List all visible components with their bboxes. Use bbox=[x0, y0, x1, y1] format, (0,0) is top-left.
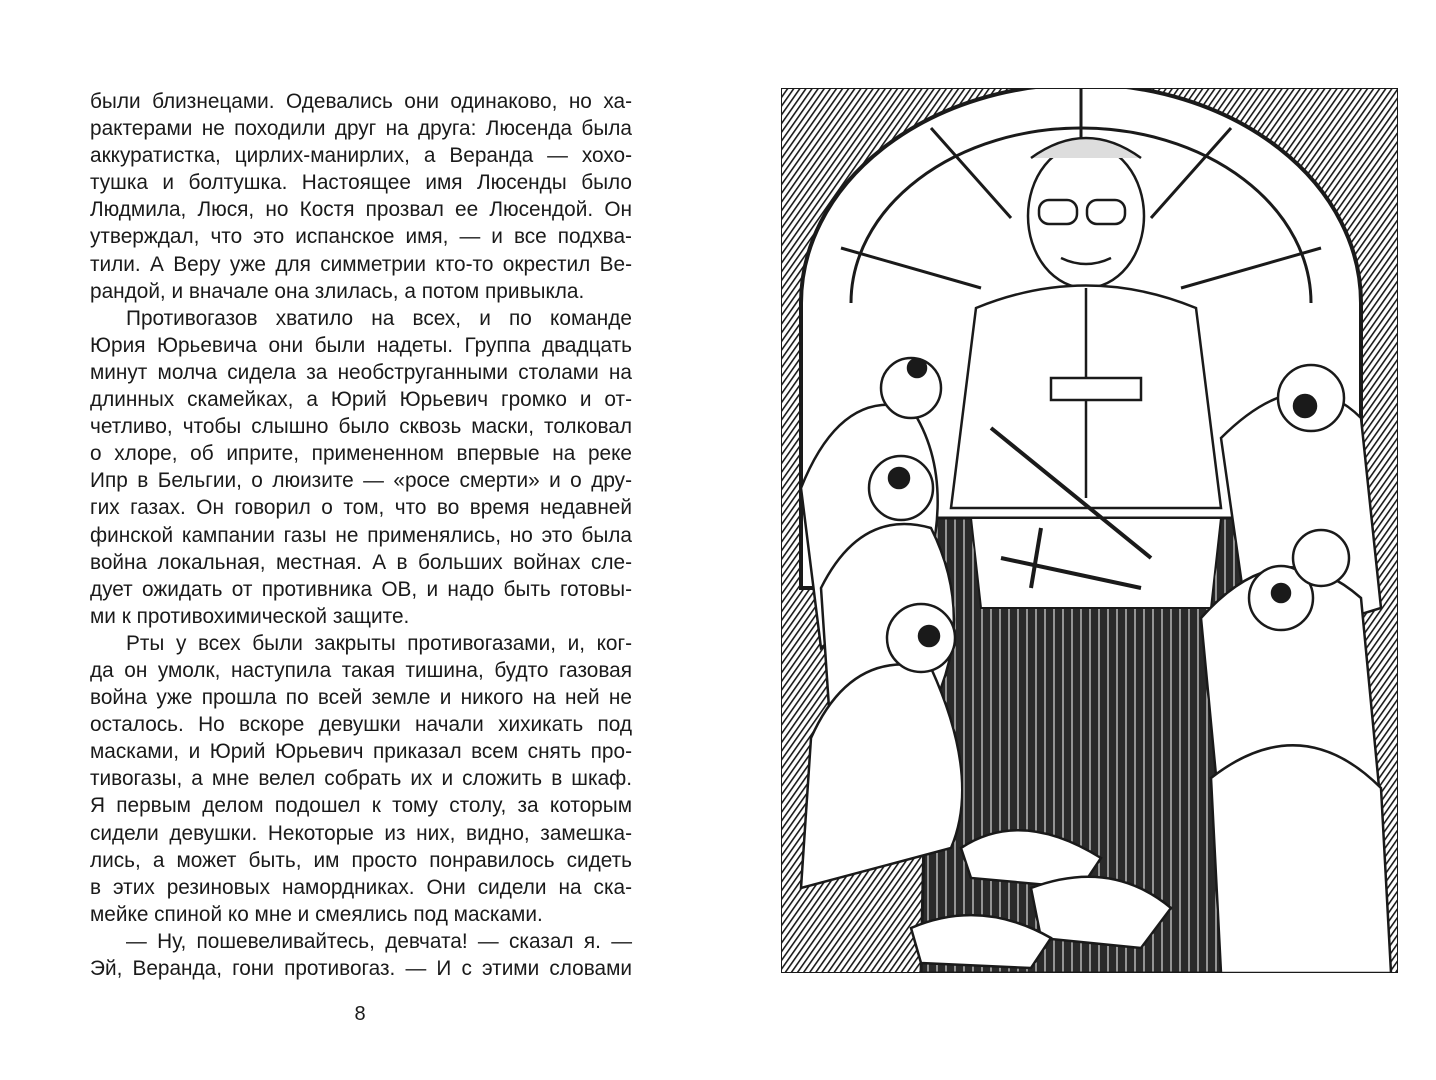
text-line: минут молча сидела за необструганными столами на bbox=[90, 360, 632, 384]
text-line: масками, и Юрий Юрьевич приказал всем снять про- bbox=[90, 740, 632, 764]
text-line: рандой, и вначале она злилась, а потом привыкла. bbox=[90, 279, 585, 303]
text-line: Ипр в Бельгии, о люизите — «росе смерти» и о дру- bbox=[90, 469, 632, 493]
page-number: 8 bbox=[354, 1003, 366, 1025]
text-line: тивогазы, а мне велел собрать их и сложить в шкаф. bbox=[90, 767, 632, 791]
text-line: тили. А Веру уже для симметрии кто-то окрестил Ве- bbox=[90, 252, 632, 276]
text-line: в этих резиновых намордниках. Они сидели на ска- bbox=[90, 875, 632, 899]
text-line: Людмила, Люся, но Костя прозвал ее Люсендой. Он bbox=[90, 198, 632, 222]
illustration bbox=[781, 88, 1398, 973]
text-line: Рты у всех были закрыты противогазами, и, ког- bbox=[126, 631, 632, 655]
text-line: Эй, Веранда, гони противогаз. — И с этими словами bbox=[90, 957, 632, 980]
text-line: аккуратистка, цирлих-манирлих, а Веранда — хохо- bbox=[90, 144, 632, 168]
text-line: гих газах. Он говорил о том, что во время недавней bbox=[90, 496, 632, 520]
text-line: финской кампании газы не применялись, но это была bbox=[90, 523, 632, 547]
text-line: война уже прошла по всей земле и никого на ней не bbox=[90, 686, 632, 710]
text-line: ми к противохимической защите. bbox=[90, 604, 410, 628]
right-page bbox=[718, 0, 1436, 1080]
text-line: четливо, чтобы слышно было сквозь маски, толковал bbox=[90, 415, 632, 439]
text-line: Я первым делом подошел к тому столу, за которым bbox=[90, 794, 632, 818]
table-top bbox=[971, 518, 1221, 608]
text-line: война локальная, местная. А в больших войнах сле- bbox=[90, 550, 632, 574]
text-line: сидели девушки. Некоторые из них, видно, замешка- bbox=[90, 821, 632, 845]
text-line: дует ожидать от противника ОВ, и надо быть готовы- bbox=[90, 577, 632, 601]
text-line: тушка и болтушка. Настоящее имя Люсенды было bbox=[90, 171, 632, 195]
text-line: Юрия Юрьевича они были надеты. Группа двадцать bbox=[90, 333, 632, 357]
text-line: да он умолк, наступила такая тишина, будто газовая bbox=[90, 658, 632, 682]
text-line: лись, а может быть, им просто понравилось сидеть bbox=[90, 848, 632, 872]
text-line: утверждал, что это испанское имя, — и все подхва- bbox=[90, 225, 632, 249]
text-line: осталось. Но вскоре девушки начали хихикать под bbox=[90, 713, 632, 737]
text-line: — Ну, пошевеливайтесь, девчата! — сказал я. — bbox=[126, 929, 632, 953]
text-line: длинных скамейках, а Юрий Юрьевич громко и от- bbox=[90, 388, 632, 412]
text-line: о хлоре, об иприте, примененном впервые на реке bbox=[90, 442, 632, 466]
text-line: Противогазов хватило на всех, и по команде bbox=[126, 306, 632, 330]
text-line: рактерами не походили друг на друга: Люсенда была bbox=[90, 117, 632, 141]
text-column bbox=[90, 88, 632, 982]
ink-drawing bbox=[781, 88, 1398, 973]
text-line: мейке спиной ко мне и смеялись под масками. bbox=[90, 902, 543, 926]
text-line: были близнецами. Одевались они одинаково, но ха- bbox=[90, 90, 632, 113]
